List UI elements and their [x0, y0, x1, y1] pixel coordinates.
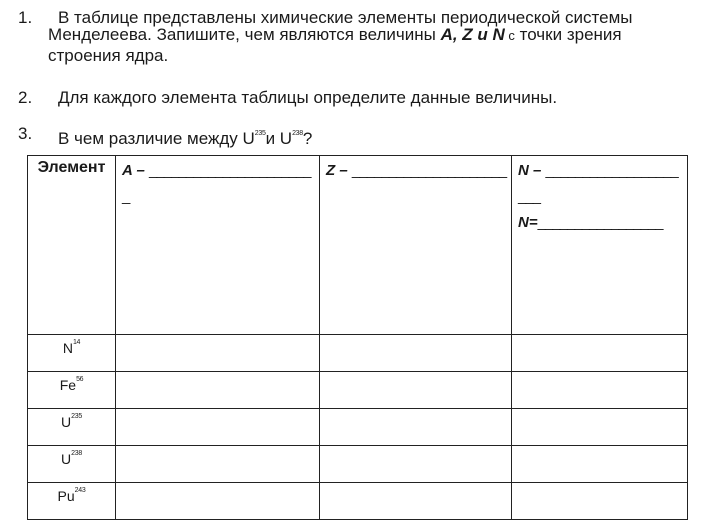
mass-number: 243 [74, 487, 86, 494]
question-text-part: ? [302, 129, 313, 148]
question-text-part: Менделеева. Запишите, чем являются величины [48, 25, 441, 44]
answer-cell-n[interactable] [512, 335, 688, 372]
element-cell [28, 409, 116, 446]
table-header-row [28, 156, 688, 335]
preposition: с [504, 28, 515, 43]
question-number: 1. [18, 8, 33, 27]
answer-cell-n[interactable] [512, 483, 688, 520]
header-z[interactable] [320, 156, 512, 335]
answer-cell-a[interactable] [116, 446, 320, 483]
header-a-label: A – [122, 162, 145, 179]
element-symbol-text: U [61, 414, 72, 430]
answer-blank[interactable]: _______________________ [122, 162, 311, 205]
answer-cell-z[interactable] [320, 372, 512, 409]
answer-cell-z[interactable] [320, 446, 512, 483]
element-symbol [60, 377, 84, 393]
element-cell [28, 446, 116, 483]
element-symbol [61, 414, 82, 430]
header-a[interactable] [116, 156, 320, 335]
mass-number: 56 [76, 376, 84, 383]
question-text-part: В чем различие между U [58, 129, 255, 148]
elements-table [27, 155, 688, 520]
answer-cell-z[interactable] [320, 335, 512, 372]
table-row [28, 446, 688, 483]
answer-cell-a[interactable] [116, 335, 320, 372]
answer-cell-z[interactable] [320, 409, 512, 446]
element-symbol-text: Pu [57, 488, 75, 504]
element-symbol-text: N [62, 340, 73, 356]
element-symbol-text: Fe [59, 377, 77, 393]
variables-label: A, Z и N [440, 25, 505, 44]
element-symbol [58, 488, 86, 504]
element-symbol-text: U [61, 451, 72, 467]
header-element-label: Элемент [37, 159, 106, 176]
isotope-mass: 235 [254, 130, 266, 137]
question-text: В таблице представлены химические элементы периодической системы [58, 8, 633, 27]
isotope-mass: 238 [292, 130, 303, 137]
mass-number: 14 [72, 339, 81, 346]
element-cell [28, 372, 116, 409]
answer-cell-a[interactable] [116, 483, 320, 520]
answer-blank[interactable]: _________________ [537, 214, 663, 231]
element-symbol [63, 340, 80, 356]
element-symbol [61, 451, 82, 467]
header-n-label: N – [518, 162, 542, 179]
question-text-part: и U [265, 129, 293, 148]
header-z-label: Z – [326, 162, 348, 179]
answer-cell-a[interactable] [116, 409, 320, 446]
header-element [28, 156, 116, 335]
answer-cell-a[interactable] [116, 372, 320, 409]
table-row [28, 483, 688, 520]
answer-cell-n[interactable] [512, 409, 688, 446]
question-number: 2. [18, 88, 33, 107]
table-row [28, 409, 688, 446]
answer-cell-n[interactable] [512, 446, 688, 483]
answer-blank[interactable]: _____________________ [518, 162, 678, 205]
answer-cell-n[interactable] [512, 372, 688, 409]
element-cell [28, 483, 116, 520]
header-n-formula-label: N= [518, 214, 538, 231]
answer-cell-z[interactable] [320, 483, 512, 520]
question-text: Для каждого элемента таблицы определите данные величины. [58, 88, 558, 107]
table-row [28, 335, 688, 372]
question-number: 3. [18, 124, 33, 143]
question-text-part: точки зрения [514, 25, 622, 44]
header-n[interactable] [512, 156, 688, 335]
mass-number: 238 [71, 450, 82, 457]
element-cell [28, 335, 116, 372]
answer-blank[interactable]: _____________________ [351, 162, 507, 179]
question-text-line3: строения ядра. [48, 46, 169, 65]
mass-number: 235 [71, 413, 82, 420]
table-row [28, 372, 688, 409]
question-text [58, 123, 312, 149]
question-text-line2 [48, 24, 622, 46]
